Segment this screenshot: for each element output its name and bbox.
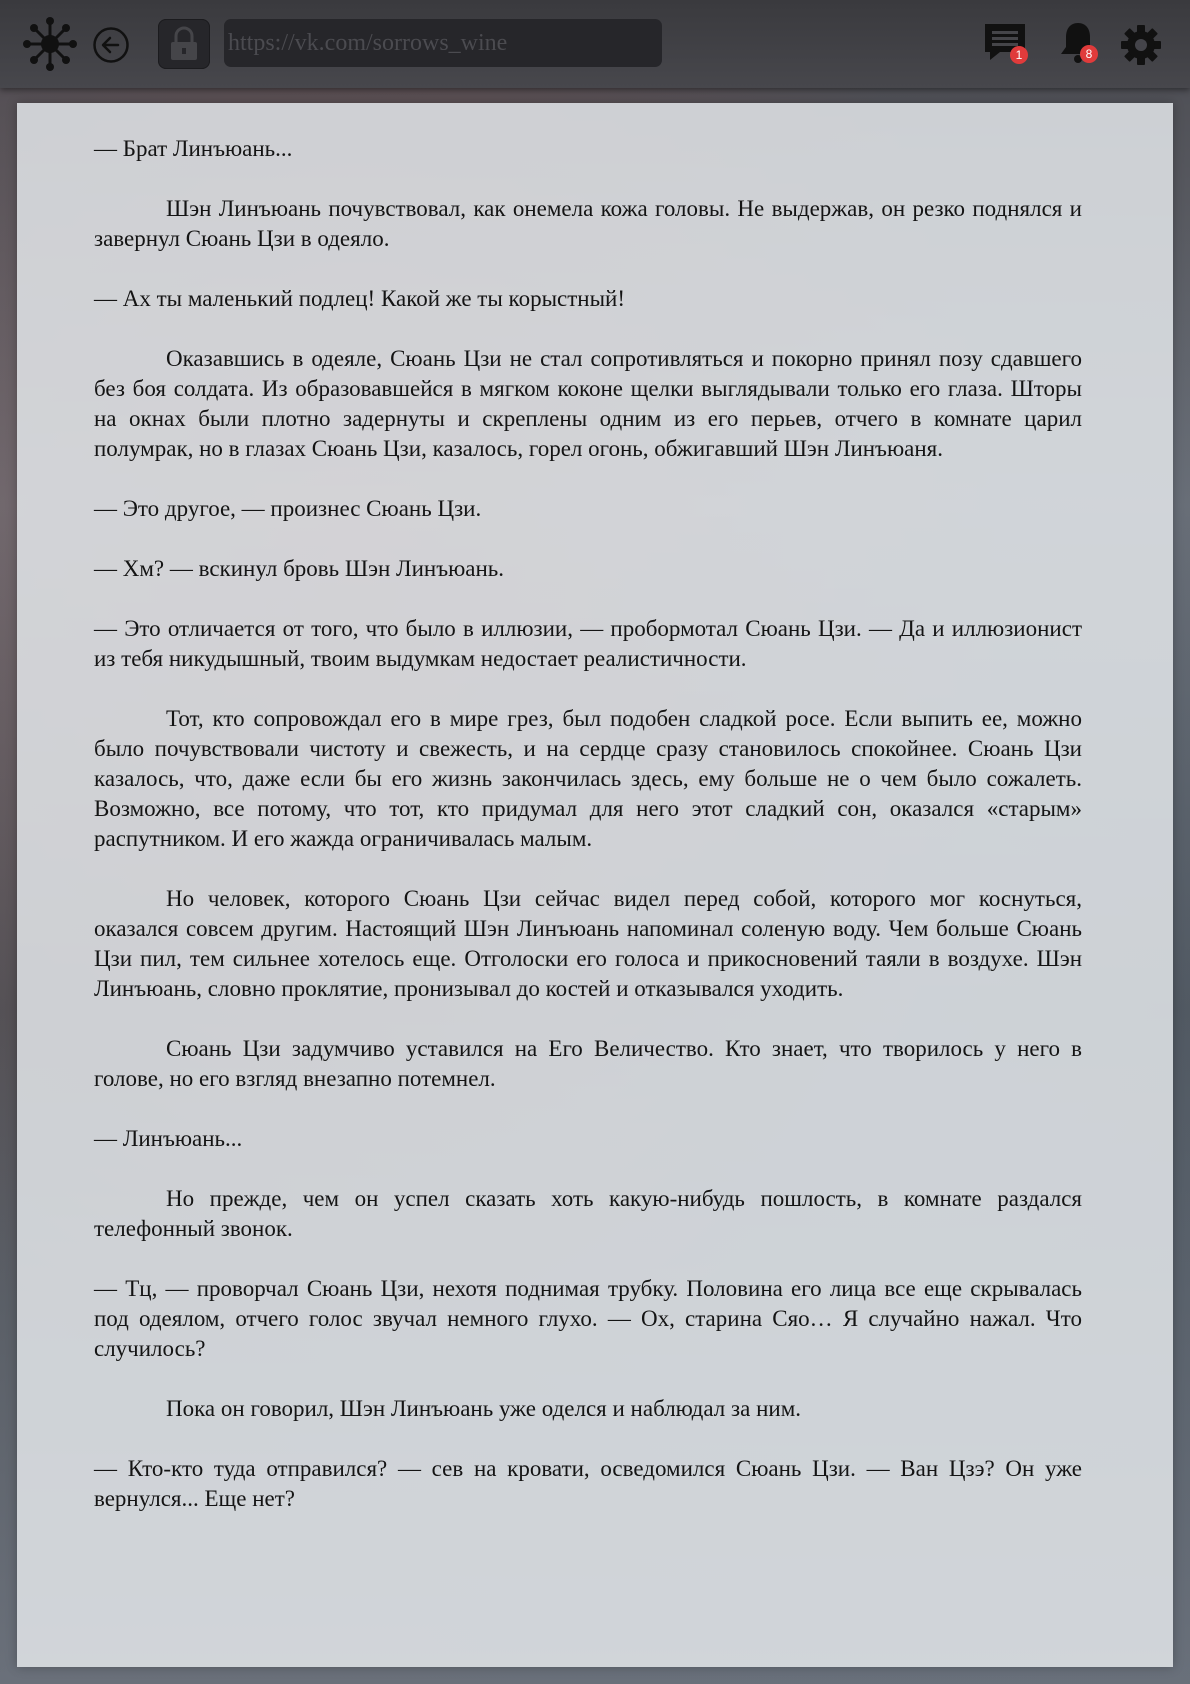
notifications-button[interactable] xyxy=(1058,20,1100,66)
paragraph-10: Сюань Цзи задумчиво уставился на Его Величество. Кто знает, что творилось у него в голове, но его взгляд внезапно потемнел. xyxy=(94,1036,1082,1091)
paragraph-4: Оказавшись в одеяле, Сюань Цзи не стал сопротивляться и покорно принял позу сдавшего без боя солдата. Из образовавшейся в мягком коконе щелки выглядывали только его глаза. Шторы на окнах были плотно задернуты и скреплены одним из его перьев, отчего в комнате царил полумрак, но в глазах Сюань Цзи, казалось, горел огонь, обжигавший Шэн Линъюаня. xyxy=(94,346,1082,461)
paragraph-8: Тот, кто сопровождал его в мире грез, был подобен сладкой росе. Если выпить ее, можно было почувствовали чистоту и свежесть, и на сердце сразу становилось спокойнее. Сюань Цзи казалось, что, даже если бы его жизнь закончилась здесь, ему больше не о чем было сожалеть. Возможно, все потому, что тот, кто придумал для него этот сладкий сон, оказался «старым» распутником. И его жажда ограничивалась малым. xyxy=(94,706,1082,851)
padlock-icon xyxy=(168,26,200,62)
paragraph-13: — Тц, — проворчал Сюань Цзи, нехотя поднимая трубку. Половина его лица все еще скрывалась под одеялом, отчего голос звучал немного глухо. — Ох, старина Сяо… Я случайно нажал. Что случилось? xyxy=(94,1276,1082,1361)
paragraph-5: — Это другое, — произнес Сюань Цзи. xyxy=(94,496,482,521)
paragraph-15: — Кто-кто туда отправился? — сев на кровати, осведомился Сюань Цзи. — Ван Цзэ? Он уже вернулся... Еще нет? xyxy=(94,1456,1082,1511)
address-bar[interactable]: https://vk.com/sorrows_wine xyxy=(224,19,662,67)
paragraph-2: Шэн Линъюань почувствовал, как онемела кожа головы. Не выдержав, он резко поднялся и завернул Сюань Цзи в одеяло. xyxy=(94,196,1082,251)
gear-icon xyxy=(1120,24,1162,66)
arrow-left-circle-icon[interactable] xyxy=(92,26,130,64)
paragraph-6: — Хм? — вскинул бровь Шэн Линъюань. xyxy=(94,556,505,581)
paragraph-12: Но прежде, чем он успел сказать хоть какую-нибудь пошлость, в комнате раздался телефонный звонок. xyxy=(94,1186,1082,1241)
paragraph-3: — Ах ты маленький подлец! Какой же ты корыстный! xyxy=(94,286,626,311)
paragraph-11: — Линъюань... xyxy=(94,1126,243,1151)
lock-button[interactable] xyxy=(158,19,210,69)
paragraph-9: Но человек, которого Сюань Цзи сейчас видел перед собой, которого мог коснуться, оказался совсем другим. Настоящий Шэн Линъюань напоминал соленую воду. Чем больше Сюань Цзи пил, тем сильнее хотелось еще. Отголоски его голоса и прикосновений таяли в воздухе. Шэн Линъюань, словно проклятие, пронизывал до костей и отказывался уходить. xyxy=(94,886,1082,1001)
paragraph-7: — Это отличается от того, что было в иллюзии, — пробормотал Сюань Цзи. — Да и иллюзионист из тебя никудышный, твоим выдумкам недостает реалистичности. xyxy=(94,616,1082,671)
paragraph-14: Пока он говорил, Шэн Линъюань уже оделся и наблюдал за ним. xyxy=(166,1396,801,1421)
paragraph-1: — Брат Линъюань... xyxy=(94,136,293,161)
reading-page xyxy=(17,103,1173,1667)
browser-toolbar xyxy=(0,0,1190,88)
messages-badge: 1 xyxy=(1010,46,1028,64)
notifications-badge: 8 xyxy=(1080,45,1098,63)
network-hub-icon[interactable] xyxy=(22,16,78,72)
story-text xyxy=(94,134,1082,1544)
settings-button[interactable] xyxy=(1120,24,1162,66)
messages-button[interactable] xyxy=(982,22,1030,66)
